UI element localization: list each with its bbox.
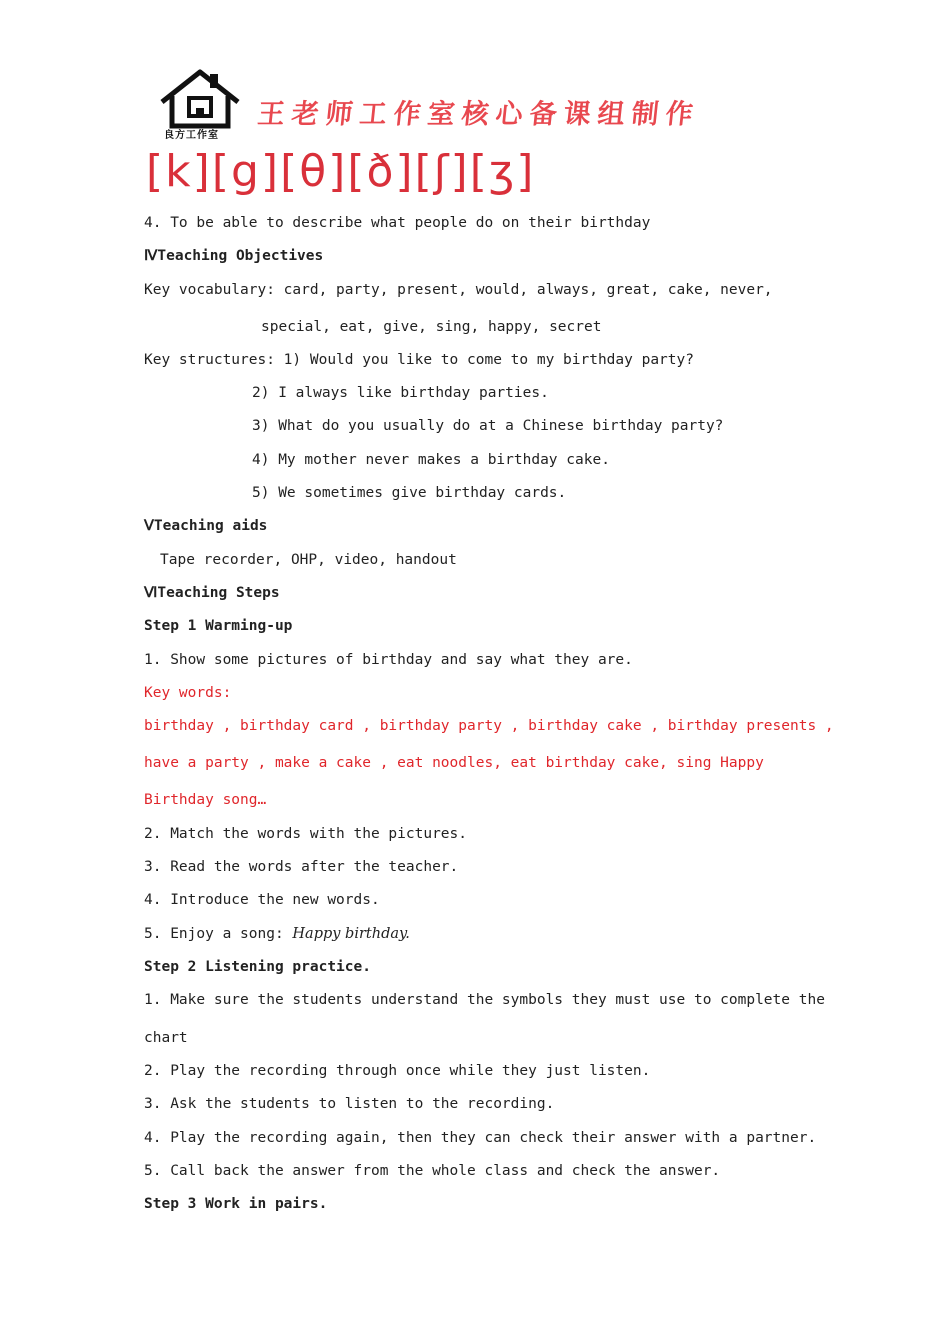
key-structure-4: 4) My mother never makes a birthday cake. <box>252 452 610 468</box>
step-1-item-3: 3. Read the words after the teacher. <box>144 859 459 875</box>
step-2-item-5: 5. Call back the answer from the whole class and check the answer. <box>144 1163 721 1179</box>
step-2-item-1-line-2: chart <box>144 1030 188 1046</box>
key-words-line-2: have a party , make a cake , eat noodles, eat birthday cake, sing Happy <box>144 755 764 771</box>
logo-caption: 良方工作室 <box>164 130 219 141</box>
key-vocabulary-line-1: Key vocabulary: card, party, present, would, always, great, cake, never, <box>144 282 773 298</box>
step-2-item-2: 2. Play the recording through once while they just listen. <box>144 1063 651 1079</box>
step-1-item-4: 4. Introduce the new words. <box>144 892 380 908</box>
song-title: Happy birthday. <box>292 926 410 942</box>
key-structure-2: 2) I always like birthday parties. <box>252 385 549 401</box>
key-structure-5: 5) We sometimes give birthday cards. <box>252 485 567 501</box>
step-1-heading: Step 1 Warming-up <box>144 618 293 634</box>
key-words-line-1: birthday , birthday card , birthday party , birthday cake , birthday presents , <box>144 718 834 734</box>
step-1-item-2: 2. Match the words with the pictures. <box>144 826 468 842</box>
step-2-item-1-line-1: 1. Make sure the students understand the symbols they must use to complete the <box>144 992 825 1008</box>
header-title: 王老师工作室核心备课组制作 <box>256 99 702 130</box>
step-1-item-5 <box>144 925 410 943</box>
phonetic-symbols: [k][g][θ][ð][ʃ][ʒ] <box>146 146 536 197</box>
step-3-heading: Step 3 Work in pairs. <box>144 1196 328 1212</box>
step-2-item-3: 3. Ask the students to listen to the recording. <box>144 1096 555 1112</box>
heading-teaching-steps: ⅥTeaching Steps <box>144 585 280 601</box>
key-structure-3: 3) What do you usually do at a Chinese birthday party? <box>252 418 724 434</box>
step-2-heading: Step 2 Listening practice. <box>144 959 371 975</box>
heading-teaching-aids: ⅤTeaching aids <box>144 518 268 534</box>
studio-logo <box>158 68 242 142</box>
step-1-item-5-text: 5. Enjoy a song: <box>144 926 293 942</box>
key-structure-1: Key structures: 1) Would you like to come to my birthday party? <box>144 352 694 368</box>
key-words-label: Key words: <box>144 685 232 701</box>
heading-teaching-objectives: ⅣTeaching Objectives <box>144 248 324 264</box>
key-vocabulary-line-2: special, eat, give, sing, happy, secret <box>261 319 602 335</box>
step-2-item-4: 4. Play the recording again, then they can check their answer with a partner. <box>144 1130 817 1146</box>
key-words-line-3: Birthday song… <box>144 792 267 808</box>
teaching-aids-list: Tape recorder, OHP, video, handout <box>160 552 457 568</box>
objective-line-4: 4. To be able to describe what people do on their birthday <box>144 215 651 231</box>
step-1-item-1: 1. Show some pictures of birthday and say what they are. <box>144 652 633 668</box>
